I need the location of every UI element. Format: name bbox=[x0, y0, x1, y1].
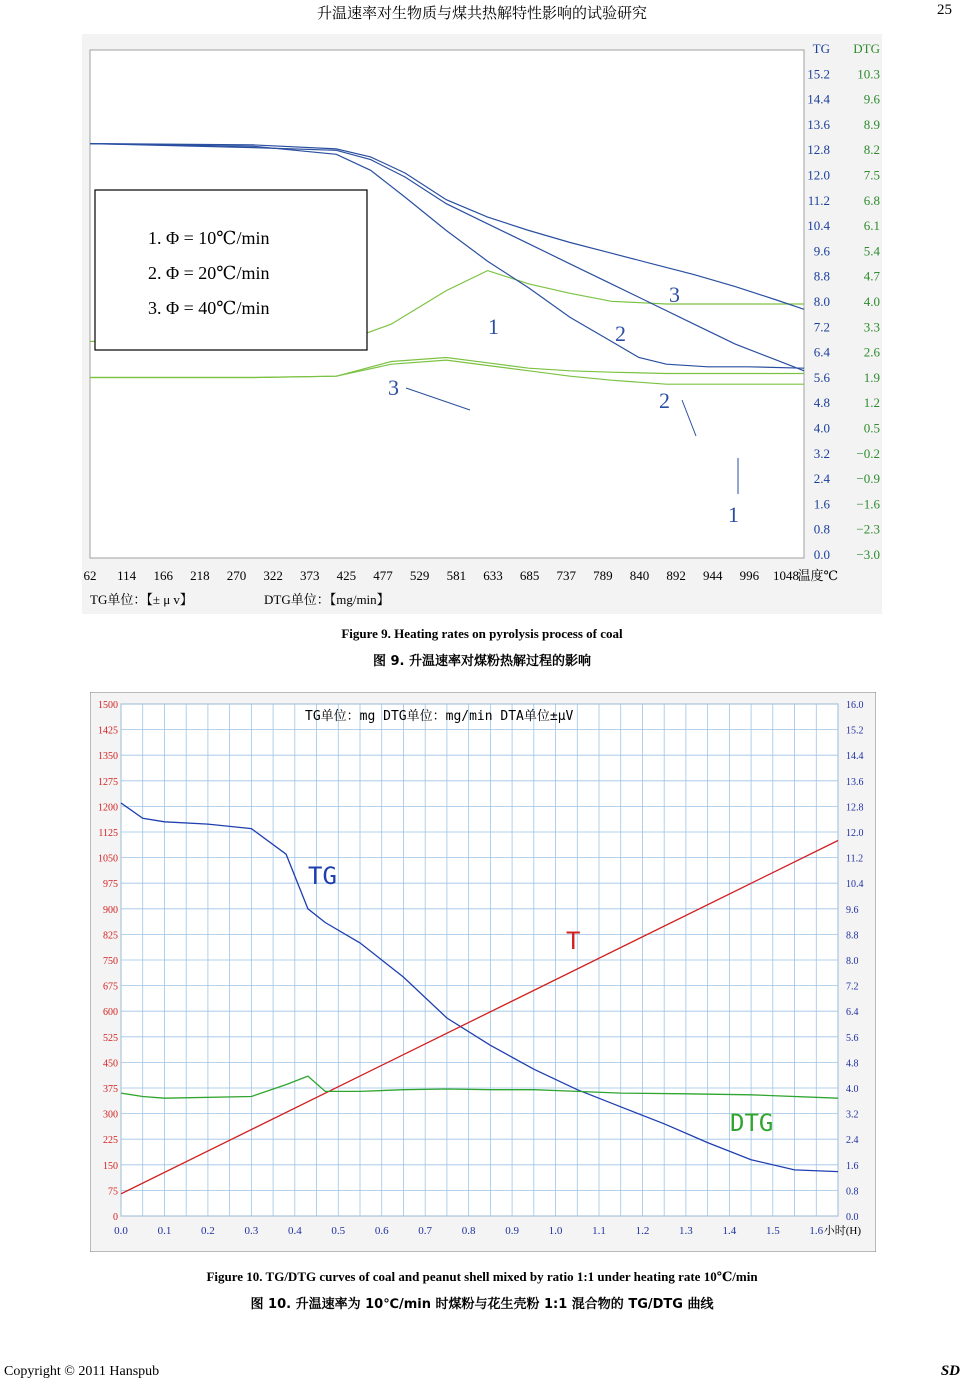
x-tick-label: 633 bbox=[483, 568, 503, 583]
legend-item-1: 1. Φ = 10℃/min bbox=[148, 228, 270, 248]
right-tick-label: 5.6 bbox=[846, 1032, 859, 1044]
tg-series-label: TG bbox=[308, 862, 337, 890]
left-tick-label: 1275 bbox=[98, 776, 118, 788]
dtg-tick-label: 8.9 bbox=[863, 116, 880, 132]
right-tick-label: 12.8 bbox=[846, 802, 864, 814]
tg-curve-2-label: 2 bbox=[615, 321, 626, 346]
left-tick-label: 600 bbox=[103, 1007, 118, 1019]
dtg-curve-1-label: 1 bbox=[728, 502, 739, 527]
tg-curve-1-label: 1 bbox=[488, 314, 499, 339]
figure-9-chart bbox=[82, 34, 882, 614]
x-tick-label: 789 bbox=[593, 568, 613, 583]
x-tick-label: 166 bbox=[153, 568, 174, 583]
tg-tick-label: 4.8 bbox=[813, 395, 830, 411]
tg-tick-label: 11.2 bbox=[807, 192, 830, 208]
left-tick-label: 1350 bbox=[98, 751, 118, 763]
dtg-tick-label: 4.0 bbox=[863, 294, 880, 309]
x-tick-label: 944 bbox=[702, 568, 723, 583]
tg-tick-label: TG bbox=[812, 41, 830, 56]
x-tick-label: 1.6 bbox=[809, 1225, 824, 1237]
x-tick-label: 477 bbox=[373, 568, 393, 583]
x-tick-label: 270 bbox=[226, 568, 247, 583]
x-tick-label: 0.3 bbox=[244, 1225, 259, 1237]
tg-tick-label: 9.6 bbox=[813, 243, 830, 259]
dtg-tick-label: 10.3 bbox=[857, 66, 880, 82]
left-tick-label: 1125 bbox=[98, 828, 118, 839]
x-tick-label: 425 bbox=[336, 568, 357, 583]
right-tick-label: 8.8 bbox=[846, 930, 859, 942]
tg-tick-label: 5.6 bbox=[813, 369, 830, 385]
x-tick-label: 529 bbox=[409, 568, 430, 583]
x-axis-unit: 温度℃ bbox=[797, 568, 838, 583]
tg-tick-label: 0.0 bbox=[813, 547, 830, 562]
left-tick-label: 375 bbox=[103, 1084, 118, 1095]
right-tick-label: 13.6 bbox=[846, 776, 864, 788]
tg-tick-label: 2.4 bbox=[813, 471, 830, 487]
x-tick-label: 0.7 bbox=[418, 1225, 433, 1237]
right-tick-label: 11.2 bbox=[846, 853, 864, 865]
left-tick-label: 1050 bbox=[98, 853, 118, 865]
dtg-tick-label: 5.4 bbox=[863, 243, 880, 259]
x-tick-label: 1.3 bbox=[679, 1225, 693, 1237]
left-tick-label: 900 bbox=[103, 904, 118, 916]
tg-tick-label: 10.4 bbox=[807, 218, 830, 234]
x-tick-label: 0.8 bbox=[461, 1225, 476, 1237]
x-tick-label: 996 bbox=[739, 568, 760, 583]
legend-item-2: 2. Φ = 20℃/min bbox=[148, 263, 270, 283]
left-tick-label: 525 bbox=[103, 1032, 118, 1044]
x-tick-label: 0.4 bbox=[287, 1225, 302, 1237]
dtg-tick-label: 4.7 bbox=[863, 268, 880, 284]
dtg-tick-label: DTG bbox=[853, 41, 880, 56]
left-tick-label: 1200 bbox=[98, 802, 118, 814]
x-tick-label: 840 bbox=[629, 568, 650, 583]
tg-tick-label: 1.6 bbox=[813, 496, 830, 512]
t-series-label: T bbox=[566, 927, 581, 955]
dtg-tick-label: −1.6 bbox=[856, 496, 880, 512]
dtg-tick-label: −0.2 bbox=[856, 445, 880, 461]
x-tick-label: 373 bbox=[300, 568, 320, 583]
tg-tick-label: 0.8 bbox=[813, 521, 830, 537]
figure-10-units-line: TG单位：mg DTG单位：mg/min DTA单位±μV bbox=[305, 709, 574, 724]
dtg-tick-label: 9.6 bbox=[863, 91, 880, 107]
x-tick-label: 1.2 bbox=[635, 1225, 650, 1237]
dtg-tick-label: −0.9 bbox=[856, 471, 880, 487]
x-tick-label: 1.1 bbox=[592, 1225, 606, 1237]
tg-tick-label: 13.6 bbox=[807, 116, 830, 132]
x-tick-label: 0.2 bbox=[201, 1225, 215, 1237]
left-tick-label: 750 bbox=[103, 956, 118, 967]
right-tick-label: 3.2 bbox=[846, 1109, 859, 1121]
x-axis-unit: 小时(H) bbox=[823, 1225, 861, 1237]
left-tick-label: 825 bbox=[103, 930, 118, 942]
tg-tick-label: 8.8 bbox=[813, 268, 830, 284]
left-tick-label: 0 bbox=[113, 1212, 118, 1223]
left-tick-label: 1500 bbox=[98, 700, 118, 711]
x-tick-label: 0.5 bbox=[331, 1225, 346, 1237]
left-tick-label: 150 bbox=[103, 1160, 118, 1172]
dtg-series-label: DTG bbox=[730, 1109, 774, 1137]
right-tick-label: 15.2 bbox=[846, 725, 864, 737]
dtg-curve-3-label: 3 bbox=[388, 375, 399, 400]
copyright-notice: Copyright © 2011 Hanspub bbox=[4, 1364, 160, 1379]
right-tick-label: 0.0 bbox=[846, 1212, 859, 1223]
tg-tick-label: 6.4 bbox=[813, 344, 830, 360]
figure-10-chart bbox=[90, 692, 876, 1252]
legend-item-3: 3. Φ = 40℃/min bbox=[148, 298, 270, 318]
left-tick-label: 675 bbox=[103, 981, 118, 993]
x-tick-label: 0.9 bbox=[505, 1225, 519, 1237]
tg-unit-label: TG单位：【± μ v】 bbox=[90, 592, 193, 607]
right-tick-label: 12.0 bbox=[846, 828, 864, 839]
x-tick-label: 892 bbox=[666, 568, 686, 583]
tg-tick-label: 4.0 bbox=[813, 420, 830, 436]
x-tick-label: 0.6 bbox=[374, 1225, 389, 1237]
tg-tick-label: 7.2 bbox=[813, 319, 830, 335]
dtg-tick-label: 2.6 bbox=[863, 344, 880, 360]
tg-tick-label: 12.0 bbox=[807, 167, 830, 183]
left-tick-label: 975 bbox=[103, 879, 118, 891]
dtg-tick-label: −3.0 bbox=[856, 547, 880, 562]
tg-curve-3-label: 3 bbox=[669, 282, 680, 307]
dtg-unit-label: DTG单位：【mg/min】 bbox=[264, 592, 390, 607]
x-tick-label: 322 bbox=[263, 568, 283, 583]
right-tick-label: 2.4 bbox=[846, 1135, 859, 1147]
right-tick-label: 16.0 bbox=[846, 700, 864, 711]
right-tick-label: 4.8 bbox=[846, 1058, 859, 1070]
left-tick-label: 1425 bbox=[98, 725, 118, 737]
right-tick-label: 7.2 bbox=[846, 981, 859, 993]
tg-tick-label: 8.0 bbox=[813, 294, 830, 309]
running-title: 升温速率对生物质与煤共热解特性影响的试验研究 bbox=[316, 6, 647, 22]
right-tick-label: 8.0 bbox=[846, 956, 859, 967]
figure-9-caption-en: Figure 9. Heating rates on pyrolysis process of coal bbox=[341, 626, 623, 641]
dtg-tick-label: 6.8 bbox=[863, 192, 880, 208]
dtg-tick-label: 8.2 bbox=[863, 142, 880, 158]
x-tick-label: 1.4 bbox=[722, 1225, 737, 1237]
figure-10-caption-cn: 图 10. 升温速率为 10℃/min 时煤粉与花生壳粉 1:1 混合物的 TG/DTG 曲线 bbox=[250, 1297, 714, 1312]
dtg-tick-label: −2.3 bbox=[856, 521, 880, 537]
x-tick-label: 218 bbox=[190, 568, 210, 583]
x-tick-label: 685 bbox=[519, 568, 540, 583]
x-tick-label: 1048 bbox=[773, 568, 799, 583]
left-tick-label: 75 bbox=[108, 1186, 118, 1198]
x-tick-label: 1.0 bbox=[548, 1225, 563, 1237]
x-tick-label: 0.0 bbox=[114, 1225, 128, 1237]
right-tick-label: 10.4 bbox=[846, 879, 864, 891]
x-tick-label: 62 bbox=[83, 568, 97, 583]
dtg-curve-2-label: 2 bbox=[659, 388, 670, 413]
x-tick-label: 0.1 bbox=[157, 1225, 172, 1237]
tg-tick-label: 15.2 bbox=[807, 66, 830, 82]
tg-tick-label: 3.2 bbox=[813, 445, 830, 461]
right-tick-label: 14.4 bbox=[846, 751, 864, 763]
page-number: 25 bbox=[937, 2, 952, 18]
figure-10-caption-en: Figure 10. TG/DTG curves of coal and peanut shell mixed by ratio 1:1 under heating rate 10℃/min bbox=[206, 1269, 758, 1284]
x-tick-label: 1.5 bbox=[765, 1225, 780, 1237]
dtg-tick-label: 0.5 bbox=[863, 420, 880, 436]
dtg-tick-label: 3.3 bbox=[863, 319, 880, 335]
left-tick-label: 300 bbox=[103, 1109, 118, 1121]
right-tick-label: 1.6 bbox=[846, 1160, 859, 1172]
page-header bbox=[0, 0, 964, 22]
right-tick-label: 6.4 bbox=[846, 1007, 859, 1019]
left-tick-label: 450 bbox=[103, 1058, 118, 1070]
journal-abbrev: SD bbox=[940, 1363, 960, 1379]
dtg-tick-label: 1.2 bbox=[863, 395, 880, 411]
dtg-tick-label: 6.1 bbox=[863, 218, 880, 234]
right-tick-label: 9.6 bbox=[846, 904, 859, 916]
left-tick-label: 225 bbox=[103, 1135, 118, 1147]
x-tick-label: 737 bbox=[556, 568, 576, 583]
right-tick-label: 0.8 bbox=[846, 1186, 859, 1198]
dtg-tick-label: 7.5 bbox=[863, 167, 880, 183]
tg-tick-label: 14.4 bbox=[807, 91, 830, 107]
x-tick-label: 581 bbox=[446, 568, 467, 583]
x-tick-label: 114 bbox=[117, 568, 137, 583]
right-tick-label: 4.0 bbox=[846, 1084, 859, 1095]
tg-tick-label: 12.8 bbox=[807, 142, 830, 158]
figure-9-caption-cn: 图 9. 升温速率对煤粉热解过程的影响 bbox=[372, 654, 592, 669]
dtg-tick-label: 1.9 bbox=[863, 369, 880, 385]
